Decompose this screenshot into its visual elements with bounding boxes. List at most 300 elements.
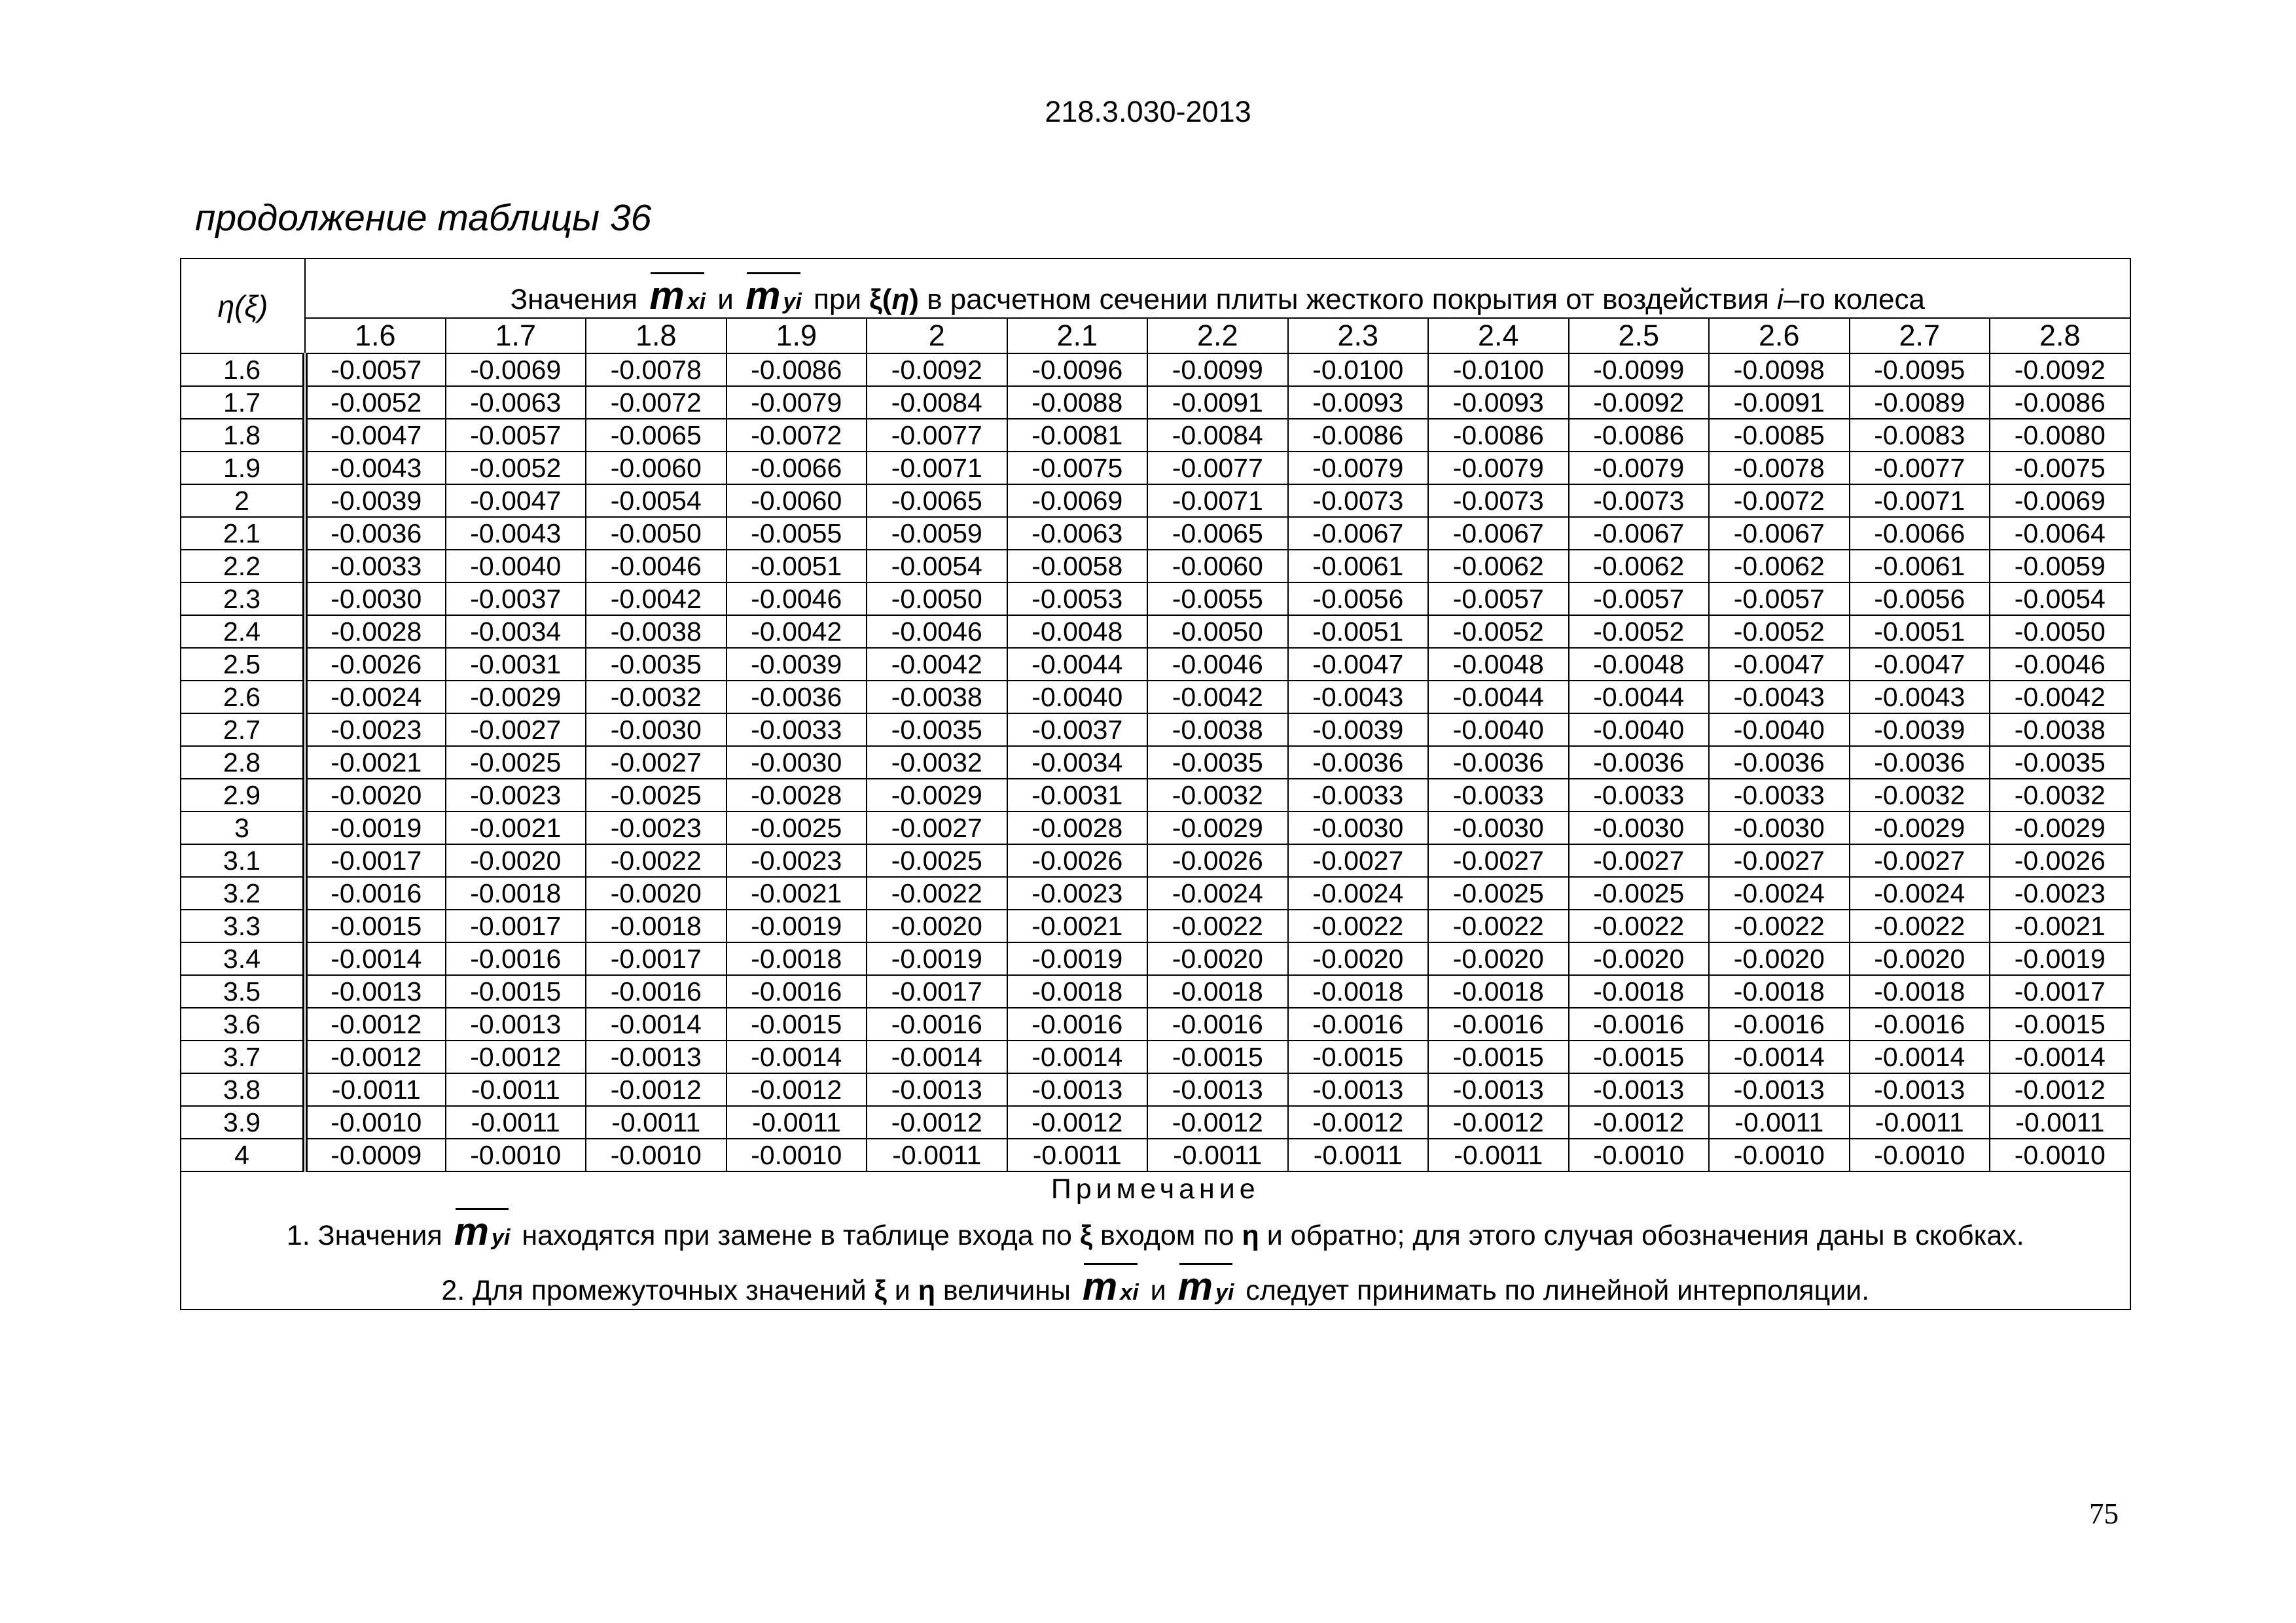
table-cell: -0.0016 (305, 877, 446, 910)
table-cell: -0.0033 (1288, 779, 1429, 812)
table-cell: -0.0027 (586, 746, 726, 779)
column-header: 2.2 (1147, 318, 1288, 353)
row-header: 2.1 (181, 517, 305, 550)
table-cell: -0.0024 (305, 681, 446, 713)
table-cell: -0.0020 (1569, 942, 1710, 975)
table-cell: -0.0050 (1990, 615, 2130, 648)
table-row (181, 353, 2130, 386)
table-cell: -0.0051 (1288, 615, 1429, 648)
table-cell: -0.0030 (1709, 812, 1850, 844)
table-cell: -0.0012 (1569, 1106, 1710, 1139)
table-cell: -0.0010 (1569, 1139, 1710, 1171)
table-cell: -0.0072 (1709, 484, 1850, 517)
table-cell: -0.0046 (867, 615, 1007, 648)
table-cell: -0.0029 (1990, 812, 2130, 844)
table-cell: -0.0060 (1147, 550, 1288, 582)
table-cell: -0.0032 (867, 746, 1007, 779)
table-cell: -0.0026 (1147, 844, 1288, 877)
table-cell: -0.0079 (1569, 452, 1710, 484)
table-cell: -0.0020 (1709, 942, 1850, 975)
table-cell: -0.0013 (867, 1073, 1007, 1106)
table-cell: -0.0018 (1147, 975, 1288, 1008)
table-cell: -0.0069 (1990, 484, 2130, 517)
table-cell: -0.0057 (1569, 582, 1710, 615)
table-cell: -0.0020 (305, 779, 446, 812)
table-cell: -0.0039 (726, 648, 867, 681)
table-cell: -0.0093 (1288, 386, 1429, 419)
table-cell: -0.0065 (586, 419, 726, 452)
table-cell: -0.0038 (1147, 713, 1288, 746)
table-row (181, 484, 2130, 517)
table-cell: -0.0016 (867, 1008, 1007, 1041)
table-cell: -0.0089 (1850, 386, 1990, 419)
m-yi-symbol: m yi (454, 1209, 511, 1253)
data-table (180, 258, 2131, 1310)
row-header: 2.3 (181, 582, 305, 615)
table-cell: -0.0052 (446, 452, 586, 484)
row-header: 1.7 (181, 386, 305, 419)
table-cell: -0.0024 (1850, 877, 1990, 910)
row-header: 2 (181, 484, 305, 517)
table-row (181, 1073, 2130, 1106)
table-cell: -0.0086 (1428, 419, 1569, 452)
table-cell: -0.0022 (1147, 910, 1288, 942)
table-cell: -0.0010 (1709, 1139, 1850, 1171)
table-cell: -0.0016 (446, 942, 586, 975)
table-cell: -0.0030 (1428, 812, 1569, 844)
note-1: 1. Значения m yi находятся при замене в таблице входа по ξ входом по η и обратно; для этого случая обозначения даны в скобках. (286, 1209, 2024, 1253)
table-cell: -0.0012 (1990, 1073, 2130, 1106)
table-cell: -0.0016 (1428, 1008, 1569, 1041)
table-cell: -0.0024 (1709, 877, 1850, 910)
document-code: 218.3.030-2013 (1045, 95, 1251, 128)
table-cell: -0.0020 (1288, 942, 1429, 975)
column-header: 1.9 (726, 318, 867, 353)
row-header: 2.5 (181, 648, 305, 681)
table-cell: -0.0023 (305, 713, 446, 746)
notes-cell (181, 1171, 2130, 1310)
title-tail: –го колеса (1783, 283, 1925, 315)
table-cell: -0.0033 (1569, 779, 1710, 812)
table-cell: -0.0055 (726, 517, 867, 550)
table-cell: -0.0035 (1990, 746, 2130, 779)
table-cell: -0.0057 (305, 353, 446, 386)
row-header: 1.9 (181, 452, 305, 484)
table-cell: -0.0063 (1007, 517, 1148, 550)
table-cell: -0.0065 (1147, 517, 1288, 550)
table-cell: -0.0100 (1428, 353, 1569, 386)
table-cell: -0.0043 (446, 517, 586, 550)
table-cell: -0.0091 (1709, 386, 1850, 419)
table-cell: -0.0021 (726, 877, 867, 910)
table-cell: -0.0061 (1288, 550, 1429, 582)
table-row (181, 550, 2130, 582)
table-cell: -0.0030 (726, 746, 867, 779)
row-header: 2.9 (181, 779, 305, 812)
table-cell: -0.0046 (1147, 648, 1288, 681)
table-cell: -0.0015 (1147, 1041, 1288, 1073)
table-cell: -0.0011 (726, 1106, 867, 1139)
table-cell: -0.0034 (446, 615, 586, 648)
table-cell: -0.0018 (586, 910, 726, 942)
table-cell: -0.0029 (867, 779, 1007, 812)
table-cell: -0.0012 (1147, 1106, 1288, 1139)
table-cell: -0.0030 (305, 582, 446, 615)
table-cell: -0.0017 (867, 975, 1007, 1008)
table-cell: -0.0010 (1990, 1139, 2130, 1171)
table-row (181, 681, 2130, 713)
table-cell: -0.0022 (1288, 910, 1429, 942)
table-cell: -0.0036 (305, 517, 446, 550)
table-cell: -0.0018 (446, 877, 586, 910)
table-cell: -0.0075 (1990, 452, 2130, 484)
row-header: 3.5 (181, 975, 305, 1008)
table-cell: -0.0019 (726, 910, 867, 942)
table-cell: -0.0011 (586, 1106, 726, 1139)
table-cell: -0.0016 (1147, 1008, 1288, 1041)
table-cell: -0.0026 (1007, 844, 1148, 877)
table-cell: -0.0067 (1709, 517, 1850, 550)
table-cell: -0.0048 (1007, 615, 1148, 648)
table-cell: -0.0010 (586, 1139, 726, 1171)
table-cell: -0.0011 (446, 1106, 586, 1139)
table-cell: -0.0027 (1288, 844, 1429, 877)
table-cell: -0.0066 (726, 452, 867, 484)
table-cell: -0.0071 (1147, 484, 1288, 517)
table-cell: -0.0100 (1288, 353, 1429, 386)
table-cell: -0.0011 (1147, 1139, 1288, 1171)
table-cell: -0.0018 (1428, 975, 1569, 1008)
table-cell: -0.0018 (1007, 975, 1148, 1008)
m-yi-symbol: m yi (745, 274, 802, 317)
table-cell: -0.0013 (1569, 1073, 1710, 1106)
table-cell: -0.0099 (1569, 353, 1710, 386)
table-cell: -0.0071 (1850, 484, 1990, 517)
table-cell: -0.0047 (1709, 648, 1850, 681)
table-cell: -0.0042 (867, 648, 1007, 681)
table-cell: -0.0044 (1428, 681, 1569, 713)
table-cell: -0.0023 (586, 812, 726, 844)
table-row (181, 386, 2130, 419)
table-cell: -0.0057 (1428, 582, 1569, 615)
table-cell: -0.0011 (446, 1073, 586, 1106)
table-cell: -0.0026 (305, 648, 446, 681)
table-cell: -0.0014 (1990, 1041, 2130, 1073)
table-cell: -0.0060 (586, 452, 726, 484)
table-cell: -0.0083 (1850, 419, 1990, 452)
table-row (181, 975, 2130, 1008)
row-header: 4 (181, 1139, 305, 1171)
table-cell: -0.0077 (1147, 452, 1288, 484)
table-cell: -0.0039 (1288, 713, 1429, 746)
table-cell: -0.0042 (1990, 681, 2130, 713)
corner-header: η(ξ) (181, 259, 305, 353)
table-cell: -0.0020 (586, 877, 726, 910)
table-cell: -0.0014 (1709, 1041, 1850, 1073)
table-cell: -0.0013 (446, 1008, 586, 1041)
table-cell: -0.0027 (1709, 844, 1850, 877)
table-cell: -0.0022 (586, 844, 726, 877)
table-cell: -0.0046 (726, 582, 867, 615)
table-cell: -0.0046 (1990, 648, 2130, 681)
table-cell: -0.0014 (1007, 1041, 1148, 1073)
table-cell: -0.0077 (1850, 452, 1990, 484)
table-cell: -0.0027 (1850, 844, 1990, 877)
table-row (181, 1106, 2130, 1139)
table-cell: -0.0052 (1569, 615, 1710, 648)
title-prefix: Значения (510, 283, 638, 315)
row-header: 2.2 (181, 550, 305, 582)
table-cell: -0.0042 (586, 582, 726, 615)
table-cell: -0.0036 (726, 681, 867, 713)
table-cell: -0.0015 (305, 910, 446, 942)
table-cell: -0.0016 (1709, 1008, 1850, 1041)
table-cell: -0.0011 (1850, 1106, 1990, 1139)
table-cell: -0.0031 (446, 648, 586, 681)
table-cell: -0.0057 (1709, 582, 1850, 615)
table-cell: -0.0032 (586, 681, 726, 713)
table-cell: -0.0013 (1288, 1073, 1429, 1106)
table-cell: -0.0023 (1990, 877, 2130, 910)
table-cell: -0.0052 (1428, 615, 1569, 648)
table-cell: -0.0054 (1990, 582, 2130, 615)
table-cell: -0.0067 (1428, 517, 1569, 550)
table-cell: -0.0080 (1990, 419, 2130, 452)
table-cell: -0.0023 (446, 779, 586, 812)
table-cell: -0.0023 (1007, 877, 1148, 910)
table-row (181, 648, 2130, 681)
table-cell: -0.0037 (1007, 713, 1148, 746)
note-2: 2. Для промежуточных значений ξ и η величины m xi и m yi следует принимать по линейной интерполяции. (441, 1264, 1870, 1308)
column-header: 2.7 (1850, 318, 1990, 353)
table-cell: -0.0025 (446, 746, 586, 779)
table-cell: -0.0018 (1569, 975, 1710, 1008)
table-cell: -0.0091 (1147, 386, 1288, 419)
table-cell: -0.0020 (1147, 942, 1288, 975)
table-cell: -0.0092 (1990, 353, 2130, 386)
table-row (181, 910, 2130, 942)
table-cell: -0.0022 (1850, 910, 1990, 942)
column-header: 1.8 (586, 318, 726, 353)
table-cell: -0.0053 (1007, 582, 1148, 615)
table-cell: -0.0059 (867, 517, 1007, 550)
table-cell: -0.0073 (1288, 484, 1429, 517)
table-cell: -0.0079 (726, 386, 867, 419)
table-cell: -0.0013 (1850, 1073, 1990, 1106)
table-cell: -0.0020 (1428, 942, 1569, 975)
table-cell: -0.0018 (1850, 975, 1990, 1008)
table-cell: -0.0065 (867, 484, 1007, 517)
table-cell: -0.0056 (1288, 582, 1429, 615)
table-cell: -0.0056 (1850, 582, 1990, 615)
table-cell: -0.0062 (1428, 550, 1569, 582)
table-cell: -0.0036 (1428, 746, 1569, 779)
table-cell: -0.0088 (1007, 386, 1148, 419)
table-cell: -0.0093 (1428, 386, 1569, 419)
table-cell: -0.0072 (586, 386, 726, 419)
row-header: 3.1 (181, 844, 305, 877)
table-cell: -0.0014 (586, 1008, 726, 1041)
table-row (181, 452, 2130, 484)
m-xi-symbol: m xi (649, 274, 706, 317)
table-cell: -0.0036 (1709, 746, 1850, 779)
table-cell: -0.0015 (1569, 1041, 1710, 1073)
table-cell: -0.0095 (1850, 353, 1990, 386)
table-cell: -0.0039 (1850, 713, 1990, 746)
table-cell: -0.0015 (726, 1008, 867, 1041)
table-cell: -0.0022 (867, 877, 1007, 910)
title-and: и (717, 283, 734, 315)
table-cell: -0.0017 (586, 942, 726, 975)
column-header: 2.1 (1007, 318, 1148, 353)
table-cell: -0.0066 (1850, 517, 1990, 550)
table-cell: -0.0028 (1007, 812, 1148, 844)
overline (651, 272, 704, 274)
table-cell: -0.0015 (1288, 1041, 1429, 1073)
table-cell: -0.0012 (867, 1106, 1007, 1139)
title-close: ) (909, 283, 919, 315)
table-cell: -0.0047 (446, 484, 586, 517)
table-cell: -0.0016 (1569, 1008, 1710, 1041)
table-cell: -0.0073 (1569, 484, 1710, 517)
table-cell: -0.0064 (1990, 517, 2130, 550)
table-cell: -0.0044 (1569, 681, 1710, 713)
table-cell: -0.0032 (1147, 779, 1288, 812)
column-header: 2.8 (1990, 318, 2130, 353)
table-cell: -0.0038 (586, 615, 726, 648)
table-cell: -0.0096 (1007, 353, 1148, 386)
row-header: 2.4 (181, 615, 305, 648)
table-cell: -0.0018 (1709, 975, 1850, 1008)
table-cell: -0.0092 (1569, 386, 1710, 419)
row-header: 2.8 (181, 746, 305, 779)
table-cell: -0.0036 (1288, 746, 1429, 779)
table-row (181, 419, 2130, 452)
table-cell: -0.0084 (1147, 419, 1288, 452)
table-cell: -0.0072 (726, 419, 867, 452)
table-cell: -0.0062 (1709, 550, 1850, 582)
notes-heading: Примечание (1050, 1173, 1260, 1205)
table-cell: -0.0033 (305, 550, 446, 582)
table-cell: -0.0012 (1428, 1106, 1569, 1139)
table-cell: -0.0099 (1147, 353, 1288, 386)
table-cell: -0.0030 (586, 713, 726, 746)
row-header: 3.6 (181, 1008, 305, 1041)
table-cell: -0.0034 (1007, 746, 1148, 779)
row-header: 3 (181, 812, 305, 844)
table-cell: -0.0012 (1288, 1106, 1429, 1139)
m-xi-symbol: m xi (1082, 1264, 1139, 1308)
table-row (181, 812, 2130, 844)
table-cell: -0.0015 (1428, 1041, 1569, 1073)
table-cell: -0.0011 (305, 1073, 446, 1106)
table-cell: -0.0011 (1288, 1139, 1429, 1171)
table-cell: -0.0029 (1850, 812, 1990, 844)
table-cell: -0.0027 (1569, 844, 1710, 877)
table-cell: -0.0011 (1709, 1106, 1850, 1139)
table-cell: -0.0016 (1850, 1008, 1990, 1041)
table-cell: -0.0010 (1850, 1139, 1990, 1171)
table-cell: -0.0015 (446, 975, 586, 1008)
table-cell: -0.0026 (1990, 844, 2130, 877)
table-cell: -0.0033 (1428, 779, 1569, 812)
table-cell: -0.0057 (446, 419, 586, 452)
table-cell: -0.0033 (726, 713, 867, 746)
table-cell: -0.0024 (1288, 877, 1429, 910)
table-cell: -0.0043 (305, 452, 446, 484)
table-cell: -0.0011 (1007, 1139, 1148, 1171)
table-cell: -0.0021 (446, 812, 586, 844)
table-cell: -0.0029 (446, 681, 586, 713)
page-number: 75 (2089, 1497, 2119, 1530)
table-cell: -0.0022 (1428, 910, 1569, 942)
table-cell: -0.0044 (1007, 648, 1148, 681)
table-row (181, 1041, 2130, 1073)
table-cell: -0.0014 (867, 1041, 1007, 1073)
column-header: 2.3 (1288, 318, 1429, 353)
table-cell: -0.0020 (1850, 942, 1990, 975)
table-cell: -0.0013 (305, 975, 446, 1008)
table-cell: -0.0019 (305, 812, 446, 844)
overline (1179, 1263, 1233, 1265)
table-cell: -0.0012 (1007, 1106, 1148, 1139)
table-cell: -0.0086 (726, 353, 867, 386)
table-cell: -0.0012 (586, 1073, 726, 1106)
table-cell: -0.0013 (586, 1041, 726, 1073)
table-cell: -0.0016 (726, 975, 867, 1008)
table-cell: -0.0081 (1007, 419, 1148, 452)
table-row (181, 1008, 2130, 1041)
table-cell: -0.0010 (726, 1139, 867, 1171)
table-row (181, 582, 2130, 615)
table-cell: -0.0009 (305, 1139, 446, 1171)
table-cell: -0.0092 (867, 353, 1007, 386)
table-cell: -0.0085 (1709, 419, 1850, 452)
table-cell: -0.0012 (446, 1041, 586, 1073)
table-cell: -0.0067 (1288, 517, 1429, 550)
table-cell: -0.0050 (1147, 615, 1288, 648)
table-cell: -0.0025 (1569, 877, 1710, 910)
table-cell: -0.0016 (1007, 1008, 1148, 1041)
table-cell: -0.0013 (1709, 1073, 1850, 1106)
overline (1084, 1263, 1138, 1265)
overline (456, 1208, 509, 1210)
table-cell: -0.0032 (1990, 779, 2130, 812)
table-cell: -0.0016 (1288, 1008, 1429, 1041)
column-header: 2.6 (1709, 318, 1850, 353)
table-cell: -0.0098 (1709, 353, 1850, 386)
table-cell: -0.0013 (1147, 1073, 1288, 1106)
table-cell: -0.0035 (867, 713, 1007, 746)
table-cell: -0.0025 (1428, 877, 1569, 910)
table-cell: -0.0039 (305, 484, 446, 517)
table-row (181, 877, 2130, 910)
title-eta: η (891, 283, 910, 315)
table-cell: -0.0061 (1850, 550, 1990, 582)
table-cell: -0.0013 (1428, 1073, 1569, 1106)
table-cell: -0.0013 (1007, 1073, 1148, 1106)
table-cell: -0.0020 (446, 844, 586, 877)
table-cell: -0.0055 (1147, 582, 1288, 615)
column-header: 2 (867, 318, 1007, 353)
table-cell: -0.0011 (1990, 1106, 2130, 1139)
table-cell: -0.0075 (1007, 452, 1148, 484)
table-cell: -0.0047 (305, 419, 446, 452)
table-cell: -0.0027 (867, 812, 1007, 844)
table-cell: -0.0047 (1288, 648, 1429, 681)
table-cell: -0.0051 (726, 550, 867, 582)
table-row (181, 713, 2130, 746)
